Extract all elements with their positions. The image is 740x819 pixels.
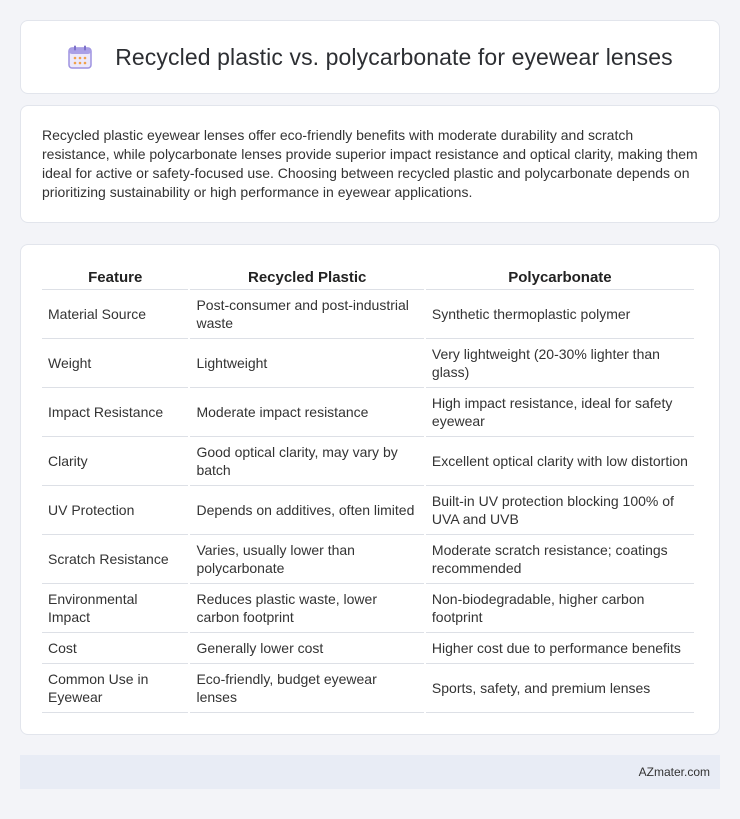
recycled-cell: Depends on additives, often limited (190, 486, 423, 535)
table-row (42, 339, 694, 388)
recycled-cell: Post-consumer and post-industrial waste (190, 290, 423, 339)
recycled-cell: Good optical clarity, may vary by batch (190, 437, 423, 486)
table-row (42, 633, 694, 664)
polycarbonate-cell: Built-in UV protection blocking 100% of UVA and UVB (426, 486, 694, 535)
header-recycled-plastic: Recycled Plastic (190, 265, 423, 290)
polycarbonate-cell: Higher cost due to performance benefits (426, 633, 694, 664)
feature-cell: Common Use in Eyewear (42, 664, 188, 713)
feature-cell: Cost (42, 633, 188, 664)
feature-cell: Scratch Resistance (42, 535, 188, 584)
footer (20, 755, 720, 789)
table-row (42, 664, 694, 713)
polycarbonate-cell: Non-biodegradable, higher carbon footprint (426, 584, 694, 633)
feature-cell: UV Protection (42, 486, 188, 535)
feature-cell: Material Source (42, 290, 188, 339)
feature-cell: Clarity (42, 437, 188, 486)
intro-text: Recycled plastic eyewear lenses offer eco-friendly benefits with moderate durability and scratch resistance, while polycarbonate lenses provide superior impact resistance and optical clarity, making them ideal for active or safety-focused use. Choosing between recycled plastic and polycarbonate depends on prioritizing sustainability or high performance in eyewear applications. (42, 127, 698, 200)
comparison-table-card (20, 244, 720, 735)
intro-card (20, 105, 720, 223)
header-polycarbonate: Polycarbonate (426, 265, 694, 290)
polycarbonate-cell: High impact resistance, ideal for safety eyewear (426, 388, 694, 437)
table-row (42, 535, 694, 584)
table-row (42, 437, 694, 486)
table-row (42, 486, 694, 535)
recycled-cell: Generally lower cost (190, 633, 423, 664)
polycarbonate-cell: Sports, safety, and premium lenses (426, 664, 694, 713)
polycarbonate-cell: Moderate scratch resistance; coatings recommended (426, 535, 694, 584)
recycled-cell: Eco-friendly, budget eyewear lenses (190, 664, 423, 713)
header-feature: Feature (42, 265, 188, 290)
page-title: Recycled plastic vs. polycarbonate for eyewear lenses (115, 43, 673, 70)
feature-cell: Weight (42, 339, 188, 388)
feature-cell: Environmental Impact (42, 584, 188, 633)
recycled-cell: Lightweight (190, 339, 423, 388)
comparison-table (40, 265, 696, 713)
table-row (42, 388, 694, 437)
polycarbonate-cell: Very lightweight (20-30% lighter than glass) (426, 339, 694, 388)
recycled-cell: Reduces plastic waste, lower carbon footprint (190, 584, 423, 633)
table-row (42, 584, 694, 633)
polycarbonate-cell: Excellent optical clarity with low distortion (426, 437, 694, 486)
table-header-row (42, 265, 694, 290)
title-card (20, 20, 720, 94)
feature-cell: Impact Resistance (42, 388, 188, 437)
recycled-cell: Moderate impact resistance (190, 388, 423, 437)
recycled-cell: Varies, usually lower than polycarbonate (190, 535, 423, 584)
footer-brand: AZmater.com (638, 765, 710, 779)
calendar-icon (67, 44, 93, 70)
table-row (42, 290, 694, 339)
polycarbonate-cell: Synthetic thermoplastic polymer (426, 290, 694, 339)
